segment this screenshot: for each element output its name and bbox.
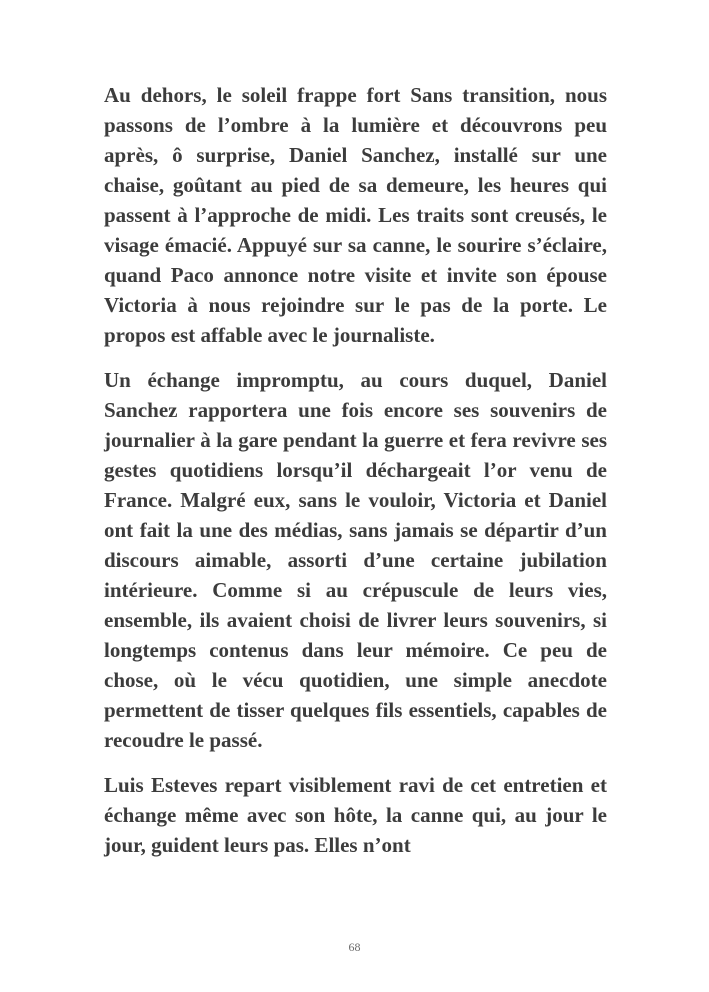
page-number: 68 xyxy=(348,940,361,954)
text-block xyxy=(104,80,607,875)
page-footer xyxy=(0,938,709,956)
paragraph-3: Luis Esteves repart visiblement ravi de cet entretien et échange même avec son hôte, la canne qui, au jour le jour, guident leurs pas. Elles n’ont xyxy=(104,773,607,857)
paragraph-2: Un échange impromptu, au cours duquel, Daniel Sanchez rapportera une fois encore ses souvenirs de journalier à la gare pendant la guerre et fera revivre ses gestes quotidiens lorsqu’il déchargeait l’or venu de France. Malgré eux, sans le vouloir, Victoria et Daniel ont fait la une des médias, sans jamais se départir d’un discours aimable, assorti d’une certaine jubilation intérieure. Comme si au crépuscule de leurs vies, ensemble, ils avaient choisi de livrer leurs souvenirs, si longtemps contenus dans leur mémoire. Ce peu de chose, où le vécu quotidien, une simple anecdote permettent de tisser quelques fils essentiels, capables de recoudre le passé. xyxy=(104,368,607,752)
paragraph-1: Au dehors, le soleil frappe fort Sans transition, nous passons de l’ombre à la lumière et découvrons peu après, ô surprise, Daniel Sanchez, installé sur une chaise, goûtant au pied de sa demeure, les heures qui passent à l’approche de midi. Les traits sont creusés, le visage émacié. Appuyé sur sa canne, le sourire s’éclaire, quand Paco annonce notre visite et invite son épouse Victoria à nous rejoindre sur le pas de la porte. Le propos est affable avec le journaliste. xyxy=(104,83,607,347)
